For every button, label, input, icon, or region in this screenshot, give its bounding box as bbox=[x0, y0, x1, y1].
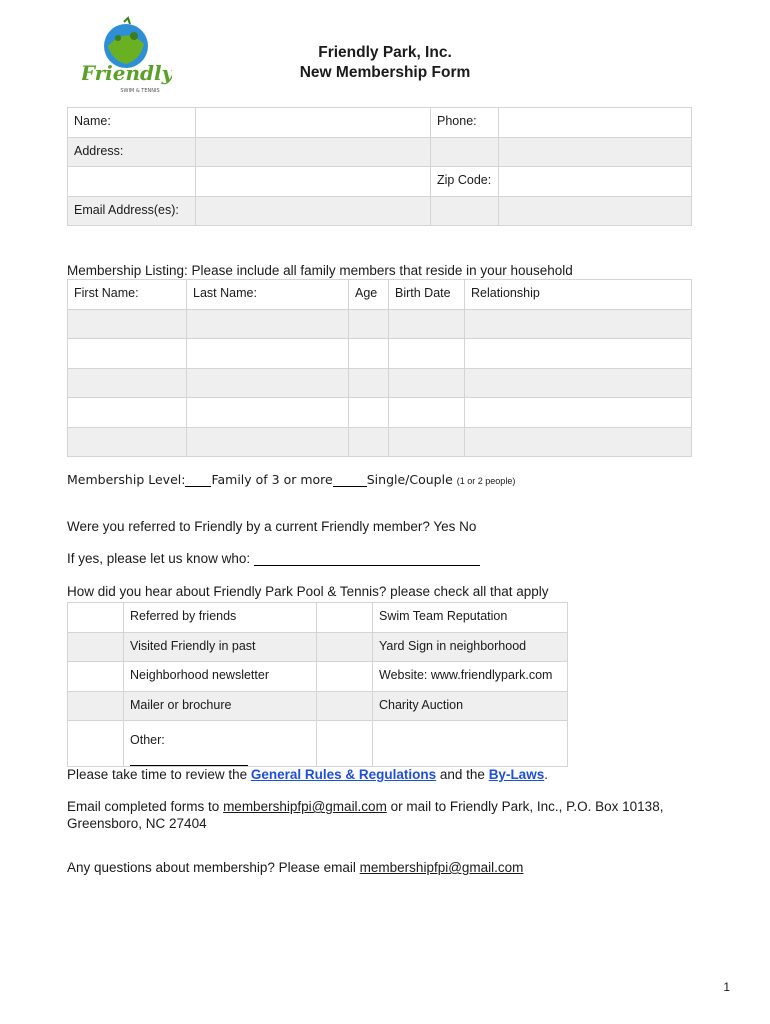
option-referred: Referred by friends bbox=[124, 603, 317, 633]
name-field[interactable] bbox=[196, 108, 431, 138]
checkbox-website[interactable] bbox=[317, 662, 373, 692]
zip-field[interactable] bbox=[499, 167, 692, 197]
other-field[interactable] bbox=[130, 747, 248, 766]
bylaws-link[interactable]: By-Laws bbox=[488, 767, 545, 782]
option-visited: Visited Friendly in past bbox=[124, 632, 317, 662]
checkbox-referred[interactable] bbox=[68, 603, 124, 633]
family-level-blank[interactable] bbox=[185, 486, 211, 487]
name-label: Name: bbox=[68, 108, 196, 138]
form-title: New Membership Form bbox=[299, 64, 471, 81]
option-yard-sign: Yard Sign in neighborhood bbox=[373, 632, 568, 662]
option-website: Website: www.friendlypark.com bbox=[373, 662, 568, 692]
col-age: Age bbox=[349, 280, 389, 310]
referral-question: Were you referred to Friendly by a current Friendly member? Yes No bbox=[67, 519, 477, 534]
svg-text:SWIM & TENNIS: SWIM & TENNIS bbox=[120, 88, 160, 94]
hear-about-question: How did you hear about Friendly Park Pool & Tennis? please check all that apply bbox=[67, 584, 549, 599]
table-row bbox=[68, 339, 692, 369]
option-other: Other: bbox=[124, 721, 317, 767]
address-field-1[interactable] bbox=[196, 137, 431, 167]
phone-field[interactable] bbox=[499, 108, 692, 138]
svg-text:Friendly: Friendly bbox=[82, 61, 172, 85]
member-cell[interactable] bbox=[349, 427, 389, 457]
member-cell[interactable] bbox=[68, 339, 187, 369]
membership-email-link[interactable]: membershipfpi@gmail.com bbox=[223, 799, 387, 814]
option-charity: Charity Auction bbox=[373, 691, 568, 721]
table-row bbox=[68, 398, 692, 428]
membership-level-label: Membership Level: bbox=[67, 472, 186, 487]
email-field[interactable] bbox=[196, 196, 431, 226]
member-cell[interactable] bbox=[187, 398, 349, 428]
address-field-2[interactable] bbox=[499, 137, 692, 167]
member-cell[interactable] bbox=[465, 427, 692, 457]
membership-listing-heading: Membership Listing: Please include all family members that reside in your household bbox=[67, 263, 573, 278]
col-birth-date: Birth Date bbox=[389, 280, 465, 310]
page-title: Friendly Park, Inc. bbox=[318, 44, 452, 61]
referral-who-label: If yes, please let us know who: bbox=[67, 551, 251, 566]
member-cell[interactable] bbox=[349, 368, 389, 398]
checkbox-mailer[interactable] bbox=[68, 691, 124, 721]
checkbox-visited[interactable] bbox=[68, 632, 124, 662]
questions-line: Any questions about membership? Please email membershipfpi@gmail.com bbox=[67, 860, 524, 875]
member-cell[interactable] bbox=[389, 398, 465, 428]
option-newsletter: Neighborhood newsletter bbox=[124, 662, 317, 692]
page-number: 1 bbox=[723, 980, 730, 994]
single-level-option: Single/Couple bbox=[366, 472, 453, 487]
hear-about-table bbox=[67, 602, 568, 767]
member-cell[interactable] bbox=[389, 368, 465, 398]
member-cell[interactable] bbox=[68, 427, 187, 457]
col-last-name: Last Name: bbox=[187, 280, 349, 310]
phone-label: Phone: bbox=[431, 108, 499, 138]
referral-who-line bbox=[67, 551, 480, 566]
option-mailer: Mailer or brochure bbox=[124, 691, 317, 721]
contact-info-table bbox=[67, 107, 692, 226]
member-cell[interactable] bbox=[187, 368, 349, 398]
checkbox-yard-sign[interactable] bbox=[317, 632, 373, 662]
email-field-2[interactable] bbox=[499, 196, 692, 226]
member-cell[interactable] bbox=[465, 398, 692, 428]
address-field-3[interactable] bbox=[196, 167, 431, 197]
address-label: Address: bbox=[68, 137, 196, 167]
checkbox-other[interactable] bbox=[68, 721, 124, 767]
member-cell[interactable] bbox=[349, 339, 389, 369]
member-cell[interactable] bbox=[389, 309, 465, 339]
member-cell[interactable] bbox=[465, 368, 692, 398]
col-first-name: First Name: bbox=[68, 280, 187, 310]
member-cell[interactable] bbox=[187, 427, 349, 457]
member-cell[interactable] bbox=[68, 398, 187, 428]
member-cell[interactable] bbox=[465, 309, 692, 339]
member-cell[interactable] bbox=[465, 339, 692, 369]
review-line: Please take time to review the General Rules & Regulations and the By-Laws. bbox=[67, 767, 548, 782]
member-cell[interactable] bbox=[187, 309, 349, 339]
zip-label: Zip Code: bbox=[431, 167, 499, 197]
checkbox-newsletter[interactable] bbox=[68, 662, 124, 692]
member-cell[interactable] bbox=[349, 398, 389, 428]
table-row bbox=[68, 309, 692, 339]
member-cell[interactable] bbox=[389, 427, 465, 457]
email-label: Email Address(es): bbox=[68, 196, 196, 226]
membership-level-line bbox=[67, 472, 515, 487]
questions-email-link[interactable]: membershipfpi@gmail.com bbox=[359, 860, 524, 875]
single-level-blank[interactable] bbox=[333, 486, 367, 487]
table-row bbox=[68, 427, 692, 457]
member-cell[interactable] bbox=[187, 339, 349, 369]
membership-listing-table bbox=[67, 279, 692, 457]
member-cell[interactable] bbox=[68, 368, 187, 398]
checkbox-charity[interactable] bbox=[317, 691, 373, 721]
member-cell[interactable] bbox=[349, 309, 389, 339]
email-forms-paragraph: Email completed forms to membershipfpi@gmail.com or mail to Friendly Park, Inc., P.O. Box 10138, Greensboro, NC 27404 bbox=[67, 799, 664, 831]
checkbox-swim-team[interactable] bbox=[317, 603, 373, 633]
single-level-note: (1 or 2 people) bbox=[456, 476, 516, 486]
family-level-option: Family of 3 or more bbox=[211, 472, 333, 487]
member-cell[interactable] bbox=[389, 339, 465, 369]
referral-who-field[interactable] bbox=[254, 551, 480, 566]
member-cell[interactable] bbox=[68, 309, 187, 339]
general-rules-link[interactable]: General Rules & Regulations bbox=[250, 767, 437, 782]
option-swim-team: Swim Team Reputation bbox=[373, 603, 568, 633]
table-row bbox=[68, 368, 692, 398]
col-relationship: Relationship bbox=[465, 280, 692, 310]
